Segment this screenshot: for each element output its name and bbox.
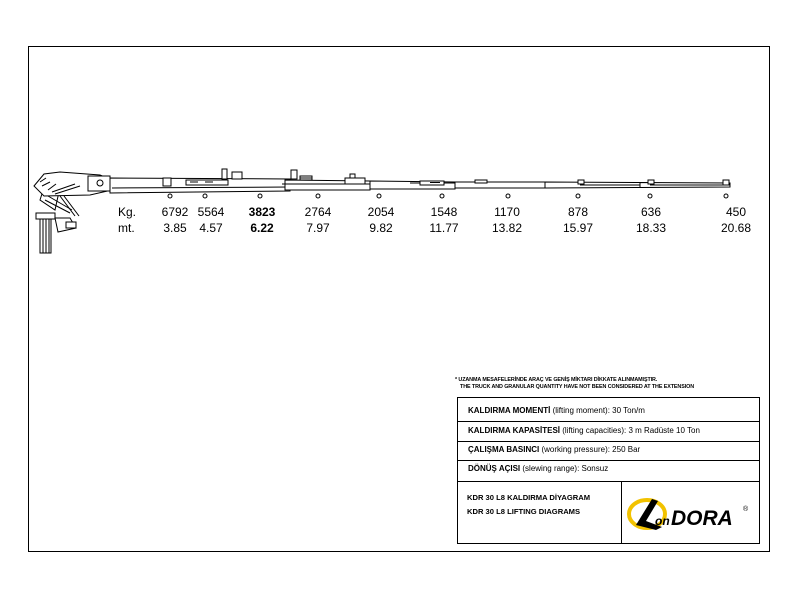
spec-slewing-range: DÖNÜŞ AÇISI (slewing range): Sonsuz [468, 464, 609, 473]
note-line-1: * UZANMA MESAFELERİNDE ARAÇ VE GENİŞ MİKTARI DİKKATE ALINMAMIŞTIR. [455, 377, 658, 383]
load-kg-value: 878 [567, 205, 589, 219]
load-mt-value: 9.82 [369, 221, 393, 235]
note-line-2: THE TRUCK AND GRANULAR QUANTITY HAVE NOT BEEN CONSIDERED AT THE EXTENSION [460, 384, 694, 390]
load-kg-value: 2054 [367, 205, 395, 219]
spec-lifting-moment: KALDIRMA MOMENTİ (lifting moment): 30 Ton/m [468, 406, 645, 415]
load-mt-value: 7.97 [306, 221, 330, 235]
load-kg-value: 6792 [161, 205, 189, 219]
load-kg-value: 5564 [197, 205, 225, 219]
spec-lifting-capacities: KALDIRMA KAPASİTESİ (lifting capacities): 3 m Radüste 10 Ton [468, 426, 700, 435]
load-mt-value: 6.22 [250, 221, 274, 235]
load-mt-value: 3.85 [163, 221, 187, 235]
load-mt-value: 4.57 [199, 221, 223, 235]
load-kg-value: 1170 [494, 205, 520, 219]
title-line-tr: KDR 30 L8 KALDIRMA DİYAGRAM [467, 493, 591, 502]
mt-label: mt. [118, 221, 135, 235]
load-kg-value: 2764 [304, 205, 332, 219]
logo-registered: ® [743, 506, 749, 513]
spec-table [457, 397, 760, 544]
load-mt-value: 11.77 [429, 221, 459, 235]
load-mt-value: 20.68 [720, 221, 752, 235]
title-line-en: KDR 30 L8 LIFTING DIAGRAMS [467, 507, 581, 516]
diagram-title-block [458, 481, 621, 543]
load-kg-value: 636 [640, 205, 662, 219]
kg-label: Kg. [118, 205, 137, 219]
load-kg-value: 3823 [248, 205, 276, 219]
load-kg-value: 1548 [430, 205, 458, 219]
spec-working-pressure: ÇALIŞMA BASINCI (working pressure): 250 Bar [468, 445, 641, 454]
load-mt-value: 18.33 [635, 221, 667, 235]
load-mt-value: 15.97 [562, 221, 594, 235]
extension-note [455, 377, 694, 391]
logo-dora: DORA [671, 507, 733, 530]
load-kg-value: 450 [725, 205, 747, 219]
logo-on: on [655, 514, 670, 528]
load-mt-value: 13.82 [491, 221, 523, 235]
main-boom [34, 172, 112, 216]
kondora-logo [622, 481, 759, 543]
load-point-markers [168, 194, 728, 198]
